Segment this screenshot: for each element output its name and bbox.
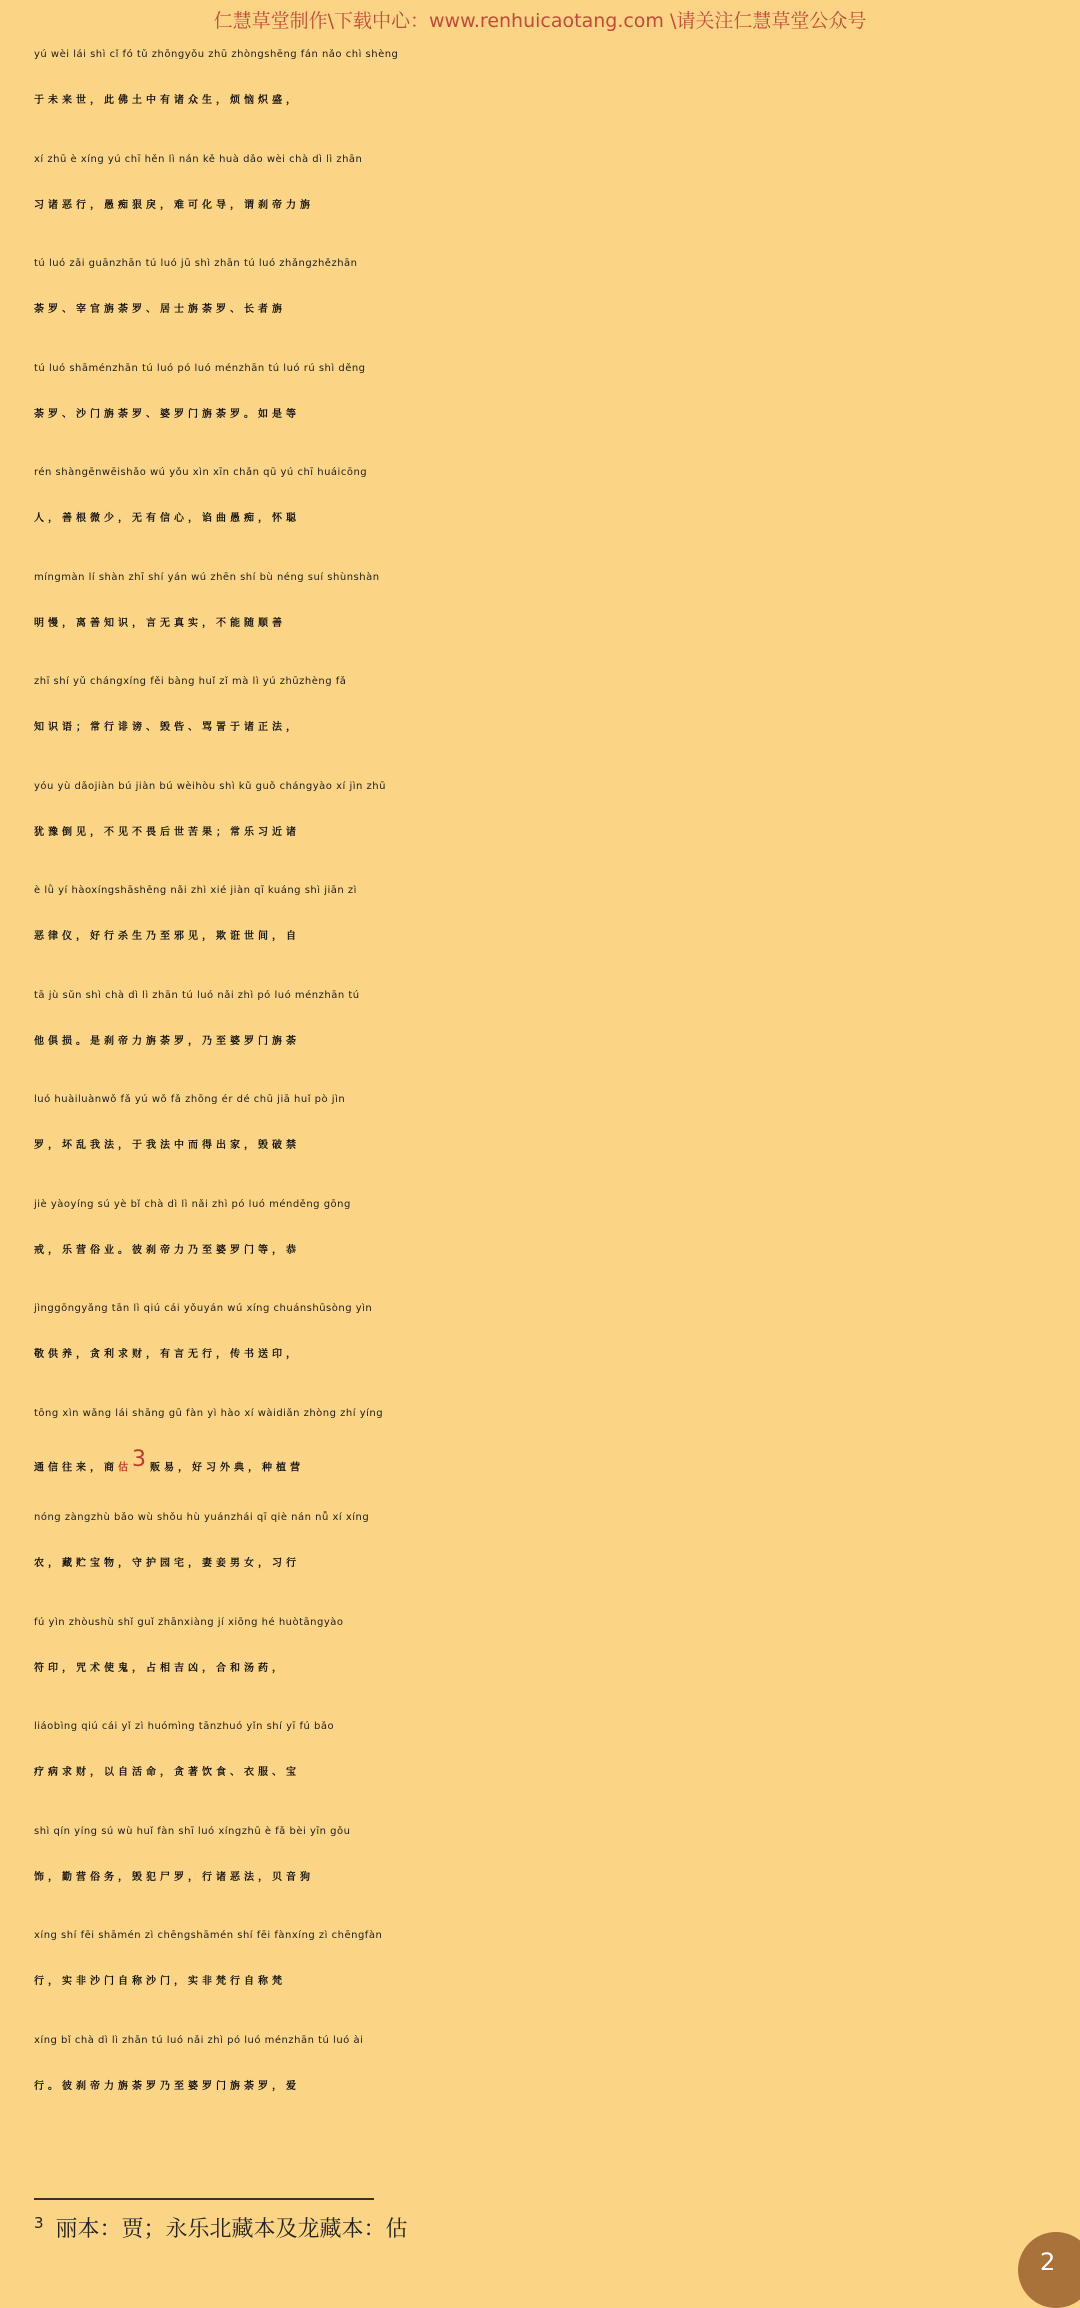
pinyin-row: xíng shí fēi shāmén zì chēngshāmén shí fēi fànxíng zì chēngfàn (34, 1930, 383, 1941)
footnote-marker[interactable]: 3 (132, 1446, 150, 1472)
pinyin-row: yú wèi lái shì cǐ fó tǔ zhōngyǒu zhū zhòngshēng fán nǎo chì shèng (34, 49, 399, 60)
text-line (34, 874, 1054, 979)
pinyin-row: tú luó shāménzhān tú luó pó luó ménzhān tú luó rú shì děng (34, 362, 366, 374)
pinyin-row: liáobìng qiú cái yǐ zì huómìng tānzhuó yǐn shí yī fú bǎo (34, 1721, 335, 1732)
hanzi-row: 行。彼刹帝力旃荼罗乃至婆罗门旃荼罗，爱 (34, 2080, 300, 2092)
text-line (34, 1188, 1054, 1293)
footnote (34, 2212, 408, 2243)
footnote-number: 3 (34, 2213, 44, 2232)
hanzi-row: 饰，勤营俗务，毁犯尸罗，行诸恶法，贝音狗 (34, 1871, 314, 1883)
hanzi-row: 行，实非沙门自称沙门，实非梵行自称梵 (34, 1976, 286, 1987)
pinyin-row: luó huàiluànwǒ fǎ yú wǒ fǎ zhōng ér dé chū jiā huǐ pò jìn (34, 1094, 346, 1105)
text-line (34, 352, 1054, 457)
hanzi-row: 犹豫倒见，不见不畏后世苦果；常乐习近诸 (34, 826, 300, 838)
highlighted-char: 估 (118, 1461, 132, 1473)
hanzi-row: 人，善根微少，无有信心，谄曲愚痴，怀聪 (34, 513, 300, 524)
header-watermark: 仁慧草堂制作\下载中心：www.renhuicaotang.com \请关注仁慧草堂公众号 (213, 10, 867, 32)
hanzi-row: 明慢，离善知识，言无真实，不能随顺善 (34, 617, 286, 629)
text-line (34, 1606, 1054, 1711)
pinyin-row: fú yìn zhòushù shǐ guǐ zhānxiàng jí xiōng hé huòtāngyào (34, 1616, 344, 1628)
text-line (34, 1397, 1054, 1502)
hanzi-row: 罗，坏乱我法，于我法中而得出家，毁破禁 (34, 1140, 300, 1151)
text-line (34, 1710, 1054, 1815)
hanzi-segment: 贩易，好习外典，种植营 (150, 1461, 304, 1473)
pinyin-row: nóng zàngzhù bǎo wù shǒu hù yuánzhái qī qiè nán nǚ xí xíng (34, 1512, 370, 1523)
hanzi-row: 疗病求财，以自活命，贪著饮食、衣服、宝 (34, 1767, 300, 1778)
hanzi-row: 荼罗、沙门旃荼罗、婆罗门旃荼罗。如是等 (34, 408, 300, 420)
text-line (34, 456, 1054, 561)
pinyin-row: è lǜ yí hàoxíngshāshēng nǎi zhì xié jiàn qī kuáng shì jiān zì (34, 885, 357, 896)
hanzi-row: 荼罗、宰官旃荼罗、居士旃荼罗、长者旃 (34, 304, 286, 315)
text-line (34, 2024, 1054, 2129)
text-line (34, 1501, 1054, 1606)
page-number-badge (1018, 2232, 1080, 2308)
text-line (34, 665, 1054, 770)
text-line (34, 1919, 1054, 2024)
pinyin-row: xí zhū è xíng yú chī hěn lì nán kě huà dǎo wèi chà dì lì zhān (34, 153, 363, 165)
hanzi-row: 于未来世，此佛土中有诸众生，烦恼炽盛， (34, 95, 300, 106)
text-line (34, 979, 1054, 1084)
hanzi-row: 知识语；常行诽谤、毁呰、骂詈于诸正法， (34, 722, 300, 733)
pinyin-row: jiè yàoyíng sú yè bǐ chà dì lì nǎi zhì pó luó ménděng gōng (34, 1198, 351, 1210)
pinyin-row: tōng xìn wǎng lái shāng gū fàn yì hào xí wàidiǎn zhòng zhí yíng (34, 1407, 384, 1419)
footnote-text: 丽本：贾；永乐北藏本及龙藏本：估 (55, 2217, 408, 2242)
text-body (34, 38, 1054, 2128)
pinyin-row: yóu yù dǎojiàn bú jiàn bú wèihòu shì kǔ guǒ chángyào xí jìn zhū (34, 780, 386, 792)
footnote-divider (34, 2198, 374, 2200)
hanzi-row: 恶律仪，好行杀生乃至邪见，欺诳世间，自 (34, 931, 300, 942)
text-line (34, 1292, 1054, 1397)
text-line (34, 38, 1054, 143)
hanzi-row: 符印，咒术使鬼，占相吉凶，合和汤药， (34, 1662, 286, 1674)
text-line (34, 143, 1054, 248)
pinyin-row: zhī shí yǔ chángxíng fěi bàng huǐ zǐ mà lì yú zhūzhèng fǎ (34, 676, 347, 687)
pinyin-row: rén shàngēnwēishǎo wú yǒu xìn xīn chǎn qū yú chī huáicōng (34, 467, 368, 478)
hanzi-row: 习诸恶行，愚痴狠戾，难可化导，谓刹帝力旃 (34, 199, 314, 211)
page-number: 2 (1040, 2248, 1056, 2276)
text-line (34, 770, 1054, 875)
pinyin-row: míngmàn lí shàn zhī shí yán wú zhēn shí bù néng suí shùnshàn (34, 571, 380, 583)
pinyin-row: tā jù sǔn shì chà dì lì zhān tú luó nǎi zhì pó luó ménzhān tú (34, 989, 360, 1001)
text-line (34, 561, 1054, 666)
hanzi-segment: 通信往来，商 (34, 1461, 118, 1473)
pinyin-row: xíng bǐ chà dì lì zhān tú luó nǎi zhì pó luó ménzhān tú luó ài (34, 2034, 364, 2046)
text-line (34, 247, 1054, 352)
text-line (34, 1815, 1054, 1920)
text-line (34, 1083, 1054, 1188)
pinyin-row: shì qín yíng sú wù huǐ fàn shī luó xíngzhū è fǎ bèi yīn gǒu (34, 1825, 351, 1837)
hanzi-row: 他俱损。是刹帝力旃荼罗，乃至婆罗门旃荼 (34, 1035, 300, 1047)
hanzi-row (34, 1429, 1054, 1499)
hanzi-row: 敬供养，贪利求财，有言无行，传书送印， (34, 1349, 300, 1360)
hanzi-row: 戒，乐营俗业。彼刹帝力乃至婆罗门等，恭 (34, 1244, 300, 1256)
pinyin-row: jìnggōngyǎng tān lì qiú cái yǒuyán wú xíng chuánshūsòng yìn (34, 1303, 373, 1314)
hanzi-row: 农，藏贮宝物，守护园宅，妻妾男女，习行 (34, 1558, 300, 1569)
pinyin-row: tú luó zǎi guānzhān tú luó jū shì zhān tú luó zhǎngzhězhān (34, 258, 358, 269)
